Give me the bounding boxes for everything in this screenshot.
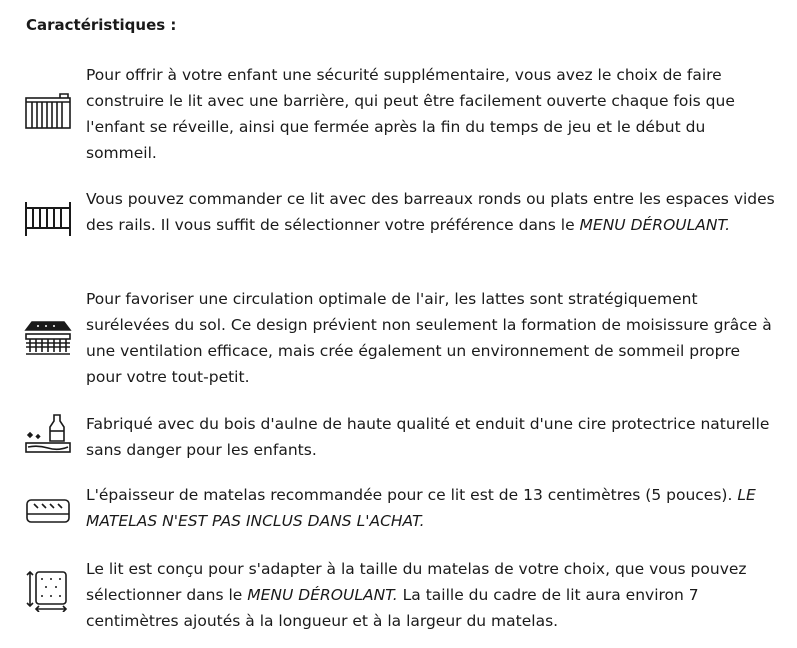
feature-text: Fabriqué avec du bois d'aulne de haute qualité et enduit d'une cire protectrice naturelle sans danger pour les enfants.: [86, 415, 770, 459]
feature-text: Le lit est conçu pour s'adapter à la taille du matelas de votre choix, que vous pouvez sélectionner dans le MENU DÉROULANT. La taille du cadre de lit aura environ 7 centimètres ajoutés à la longueur et à la largeur du matelas.: [86, 560, 747, 630]
section-heading: Caractéristiques :: [26, 16, 177, 34]
mattress-size-icon: [24, 570, 72, 612]
feature-text: L'épaisseur de matelas recommandée pour ce lit est de 13 centimètres (5 pouces). LE MATELAS N'EST PAS INCLUS DANS L'ACHAT.: [86, 486, 756, 530]
dropdown-menu-emphasis: MENU DÉROULANT.: [579, 216, 731, 234]
raised-slats-icon: [24, 318, 72, 360]
wood-wax-icon: [24, 413, 72, 455]
mattress-thickness-icon: [24, 490, 72, 532]
not-included-emphasis: LE MATELAS N'EST PAS INCLUS DANS L'ACHAT.: [86, 486, 756, 530]
crib-with-gate-icon: [24, 92, 72, 134]
feature-text: Vous pouvez commander ce lit avec des barreaux ronds ou plats entre les espaces vides des rails. Il vous suffit de sélectionner votre préférence dans le MENU DÉROULANT.: [86, 190, 775, 234]
crib-bars-icon: [24, 198, 72, 240]
feature-text: Pour offrir à votre enfant une sécurité supplémentaire, vous avez le choix de faire construire le lit avec une barrière, qui peut être facilement ouverte chaque fois que l'enfant se réveille, ainsi que fermée après la fin du temps de jeu et le début du sommeil.: [86, 66, 735, 162]
feature-text: Pour favoriser une circulation optimale de l'air, les lattes sont stratégiquement surélevées du sol. Ce design prévient non seulement la formation de moisissure grâce à une ventilation efficace, mais crée également un environnement de sommeil propre pour votre tout-petit.: [86, 290, 772, 386]
dropdown-menu-emphasis: MENU DÉROULANT.: [247, 586, 398, 604]
